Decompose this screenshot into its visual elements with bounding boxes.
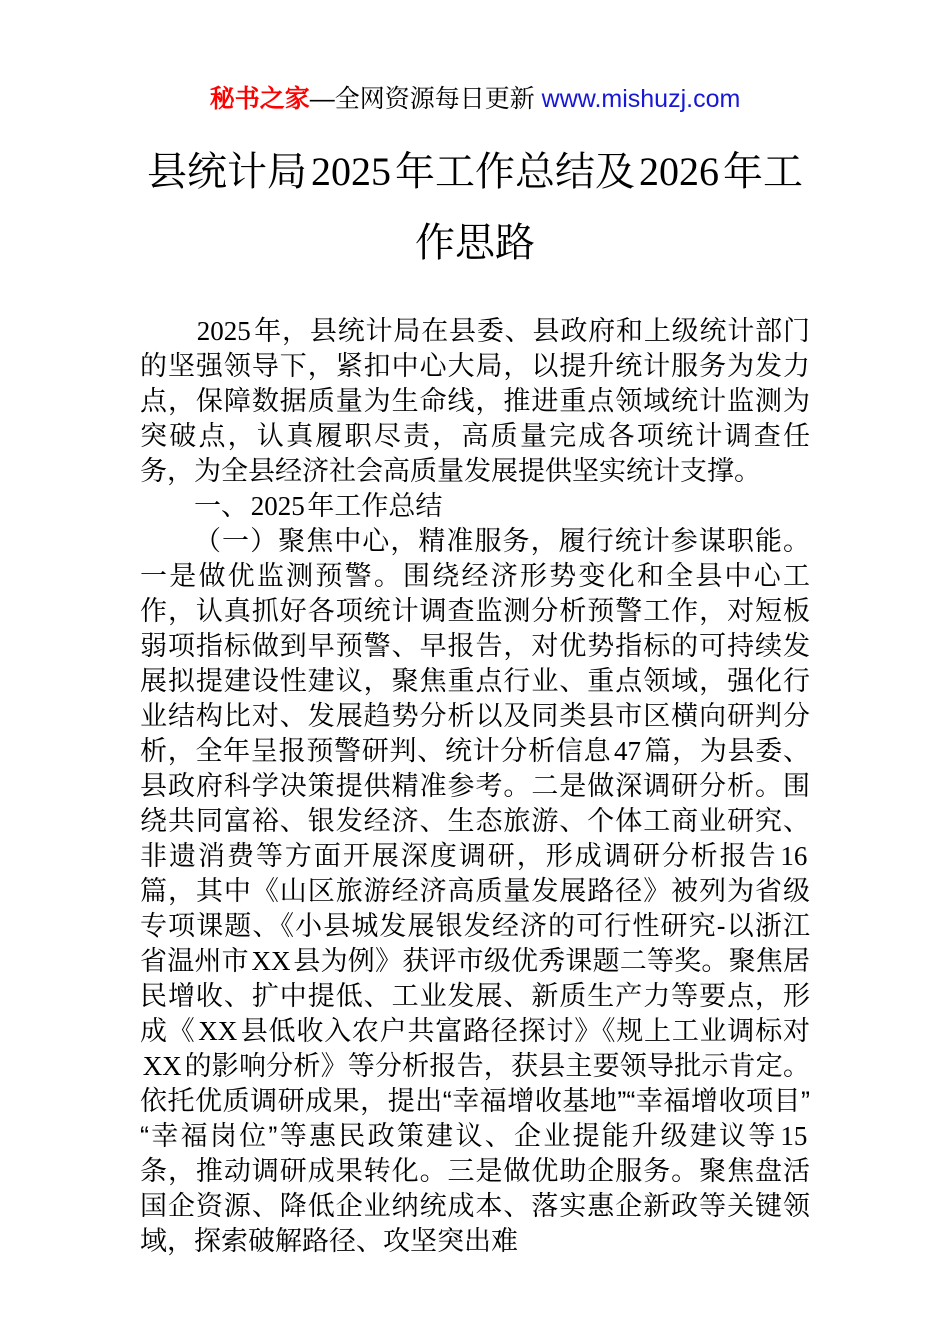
section-heading-2025-work-summary: 一、2025年工作总结 [194,491,443,521]
site-tagline: —全网资源每日更新 [309,85,542,113]
site-url: www.mishuzj.com [541,85,741,113]
latin-text-run: 47 [613,736,641,766]
latin-text-run: 2026 [639,149,719,194]
latin-text-run: 2025 [250,491,305,521]
latin-text-run: 2025 [196,316,251,346]
document-content [0,136,950,1259]
latin-text-run: XX [251,946,291,976]
latin-text-run: XX [198,1016,238,1046]
latin-text-run: 16 [780,841,808,871]
latin-text-run: 2025 [311,149,391,194]
site-brand: 秘书之家 [209,85,310,113]
latin-text-run: XX [142,1051,182,1081]
latin-text-run: 15 [780,1121,808,1151]
site-header [0,84,950,114]
document-title: 县统计局 2025 年工作总结及 2026 年工作思路 [147,149,803,265]
document-body [140,314,810,1259]
paragraph-section-one: （一）聚焦中心，精准服务，履行统计参谋职能。一是做优监测预警。围绕经济形势变化和全县中心工作，认真抓好各项统计调查监测分析预警工作，对短板弱项指标做到早预警、早报告，对优势指标的可持续发展拟提建设性建议，聚焦重点行业、重点领域，强化行业结构比对、发展趋势分析以及同类县市区横向研判分析，全年呈报预警研判、统计分析信息47篇，为县委、县政府科学决策提供精准参考。二是做深调研分析。围绕共同富裕、银发经济、生态旅游、个体工商业研究、非遗消费等方面开展深度调研，形成调研分析报告16篇，其中《山区旅游经济高质量发展路径》被列为省级专项课题、《小县城发展银发经济的可行性研究-以浙江省温州市XX县为例》获评市级优秀课题二等奖。聚焦居民增收、扩中提低、工业发展、新质生产力等要点，形成《XX县低收入农户共富路径探讨》《规上工业调标对XX的影响分析》等分析报告，获县主要领导批示肯定。依托优质调研成果，提出“幸福增收基地”“幸福增收项目”“幸福岗位”等惠民政策建议、企业提能升级建议等15条，推动调研成果转化。三是做优助企服务。聚焦盘活国企资源、降低企业纳统成本、落实惠企新政等关键领域，探索破解路径、攻坚突出难 [140,526,811,1256]
paragraph-intro: 2025年，县统计局在县委、县政府和上级统计部门的坚强领导下，紧扣中心大局，以提升统计服务为发力点，保障数据质量为生命线，推进重点领域统计监测为突破点，认真履职尽责，高质量完成各项统计调查任务，为全县经济社会高质量发展提供坚实统计支撑。 [140,316,810,486]
